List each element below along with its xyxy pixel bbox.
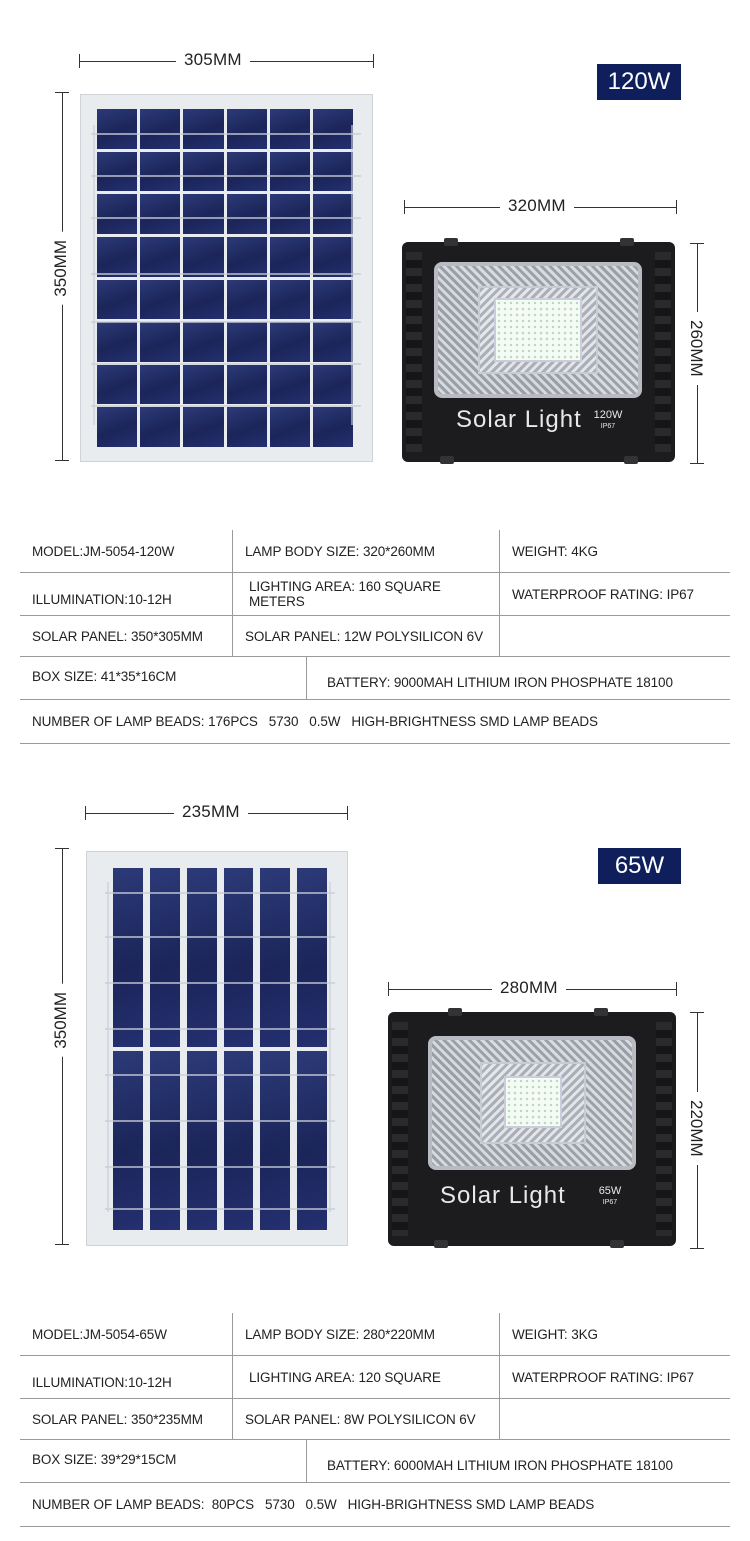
lamp-bracket <box>448 1008 462 1016</box>
spec-model: MODEL:JM-5054-120W <box>32 543 175 559</box>
spec-box-size: BOX SIZE: 41*35*16CM <box>32 668 177 684</box>
product-section-120w <box>0 0 750 760</box>
spec-model: MODEL:JM-5054-65W <box>32 1326 167 1342</box>
led-array <box>504 1076 562 1128</box>
spec-solar-panel-size: SOLAR PANEL: 350*235MM <box>32 1411 203 1427</box>
spec-empty-cell <box>499 1399 730 1439</box>
spec-battery: BATTERY: 9000MAH LITHIUM IRON PHOSPHATE 18100 <box>306 657 730 699</box>
panel-wire <box>91 363 361 365</box>
panel-wire <box>105 1166 335 1168</box>
lamp-brand-text: Solar Light <box>440 1182 566 1209</box>
solar-cells <box>97 109 353 447</box>
lamp-width-label: 280MM <box>492 978 566 998</box>
panel-wire <box>93 125 95 425</box>
lamp-height-label: 260MM <box>686 312 706 385</box>
spec-weight: WEIGHT: 3KG <box>499 1313 730 1355</box>
dimension-tick <box>404 200 405 214</box>
panel-wire <box>105 1208 335 1210</box>
solar-cells <box>113 868 327 1230</box>
panel-wire <box>91 321 361 323</box>
lamp-brand-text: Solar Light <box>456 406 582 433</box>
dimension-tick <box>55 460 69 461</box>
lamp-wattage-text: 65W IP67 <box>590 1186 630 1208</box>
spec-illumination: ILLUMINATION:10-12H <box>32 1374 172 1390</box>
dimension-tick <box>373 54 374 68</box>
lamp-bracket <box>620 238 634 246</box>
lamp-reflector <box>434 262 642 398</box>
dimension-tick <box>690 1012 704 1013</box>
product-section-65w <box>0 780 750 1541</box>
lamp-bracket <box>440 456 454 464</box>
panel-wire <box>91 405 361 407</box>
dimension-tick <box>347 806 348 820</box>
lamp-height-label: 220MM <box>686 1092 706 1165</box>
spec-solar-panel-type: SOLAR PANEL: 12W POLYSILICON 6V <box>232 616 499 656</box>
spec-row <box>20 530 730 573</box>
spec-row <box>20 657 730 700</box>
lamp-reflector <box>428 1036 636 1170</box>
spec-lamp-body-size: LAMP BODY SIZE: 280*220MM <box>232 1313 499 1355</box>
spec-lighting-area: LIGHTING AREA: 160 SQUARE METERS <box>232 573 499 615</box>
dimension-tick <box>676 200 677 214</box>
spec-solar-panel-type: SOLAR PANEL: 8W POLYSILICON 6V <box>232 1399 499 1439</box>
dimension-tick <box>55 848 69 849</box>
solar-panel-image <box>80 94 373 462</box>
spec-lamp-body-size: LAMP BODY SIZE: 320*260MM <box>232 530 499 572</box>
panel-wire <box>105 1074 335 1076</box>
panel-wire <box>107 882 109 1212</box>
spec-row <box>20 1313 730 1356</box>
wattage-badge: 120W <box>597 64 681 100</box>
spec-waterproof: WATERPROOF RATING: IP67 <box>499 573 730 615</box>
lamp-ip-text: IP67 <box>602 1199 618 1206</box>
spec-row <box>20 1356 730 1399</box>
panel-width-label: 305MM <box>176 50 250 70</box>
dimension-tick <box>690 1248 704 1249</box>
panel-wire <box>91 273 361 275</box>
panel-wire <box>91 217 361 219</box>
led-array <box>494 298 582 362</box>
lamp-bracket <box>434 1240 448 1248</box>
spec-row <box>20 1440 730 1483</box>
panel-wire <box>91 175 361 177</box>
panel-wire <box>105 892 335 894</box>
panel-wire <box>105 936 335 938</box>
lamp-bracket <box>610 1240 624 1248</box>
spec-battery: BATTERY: 6000MAH LITHIUM IRON PHOSPHATE 18100 <box>306 1440 730 1482</box>
lamp-ip-text: IP67 <box>600 423 616 430</box>
spec-weight: WEIGHT: 4KG <box>499 530 730 572</box>
dimension-tick <box>85 806 86 820</box>
lamp-inner-reflector <box>480 1062 586 1144</box>
lamp-bracket <box>594 1008 608 1016</box>
lamp-bracket <box>624 456 638 464</box>
wattage-badge: 65W <box>598 848 681 884</box>
solar-light-lamp-image <box>402 242 675 462</box>
panel-wire <box>351 125 353 425</box>
spec-row <box>20 573 730 616</box>
lamp-bracket <box>444 238 458 246</box>
lamp-fin <box>656 1022 672 1236</box>
spec-lighting-area: LIGHTING AREA: 120 SQUARE <box>232 1356 499 1398</box>
panel-height-label: 350MM <box>51 984 71 1057</box>
spec-row <box>20 1483 730 1527</box>
lamp-inner-reflector <box>478 286 598 374</box>
solar-panel-image <box>86 851 348 1246</box>
spec-illumination: ILLUMINATION:10-12H <box>32 591 172 607</box>
panel-wire <box>105 1028 335 1030</box>
panel-wire <box>91 133 361 135</box>
spec-row <box>20 616 730 657</box>
panel-wire <box>329 882 331 1212</box>
lamp-wattage-text: 120W IP67 <box>588 410 628 432</box>
panel-width-label: 235MM <box>174 802 248 822</box>
spec-row <box>20 700 730 744</box>
dimension-tick <box>79 54 80 68</box>
dimension-tick <box>55 1244 69 1245</box>
lamp-fin <box>655 252 671 452</box>
dimension-tick <box>388 982 389 996</box>
lamp-fin <box>392 1022 408 1236</box>
spec-empty-cell <box>499 616 730 656</box>
spec-lamp-beads: NUMBER OF LAMP BEADS: 176PCS 5730 0.5W HIGH-BRIGHTNESS SMD LAMP BEADS <box>32 714 598 729</box>
lamp-width-label: 320MM <box>500 196 574 216</box>
dimension-tick <box>690 243 704 244</box>
spec-row <box>20 1399 730 1440</box>
spec-solar-panel-size: SOLAR PANEL: 350*305MM <box>32 628 203 644</box>
lamp-fin <box>406 252 422 452</box>
dimension-tick <box>690 463 704 464</box>
spec-lamp-beads: NUMBER OF LAMP BEADS: 80PCS 5730 0.5W HIGH-BRIGHTNESS SMD LAMP BEADS <box>32 1497 595 1512</box>
panel-wire <box>105 1120 335 1122</box>
solar-light-lamp-image <box>388 1012 676 1246</box>
panel-wire <box>105 982 335 984</box>
spec-box-size: BOX SIZE: 39*29*15CM <box>32 1451 177 1467</box>
dimension-tick <box>55 92 69 93</box>
dimension-tick <box>676 982 677 996</box>
panel-height-label: 350MM <box>51 232 71 305</box>
spec-waterproof: WATERPROOF RATING: IP67 <box>499 1356 730 1398</box>
